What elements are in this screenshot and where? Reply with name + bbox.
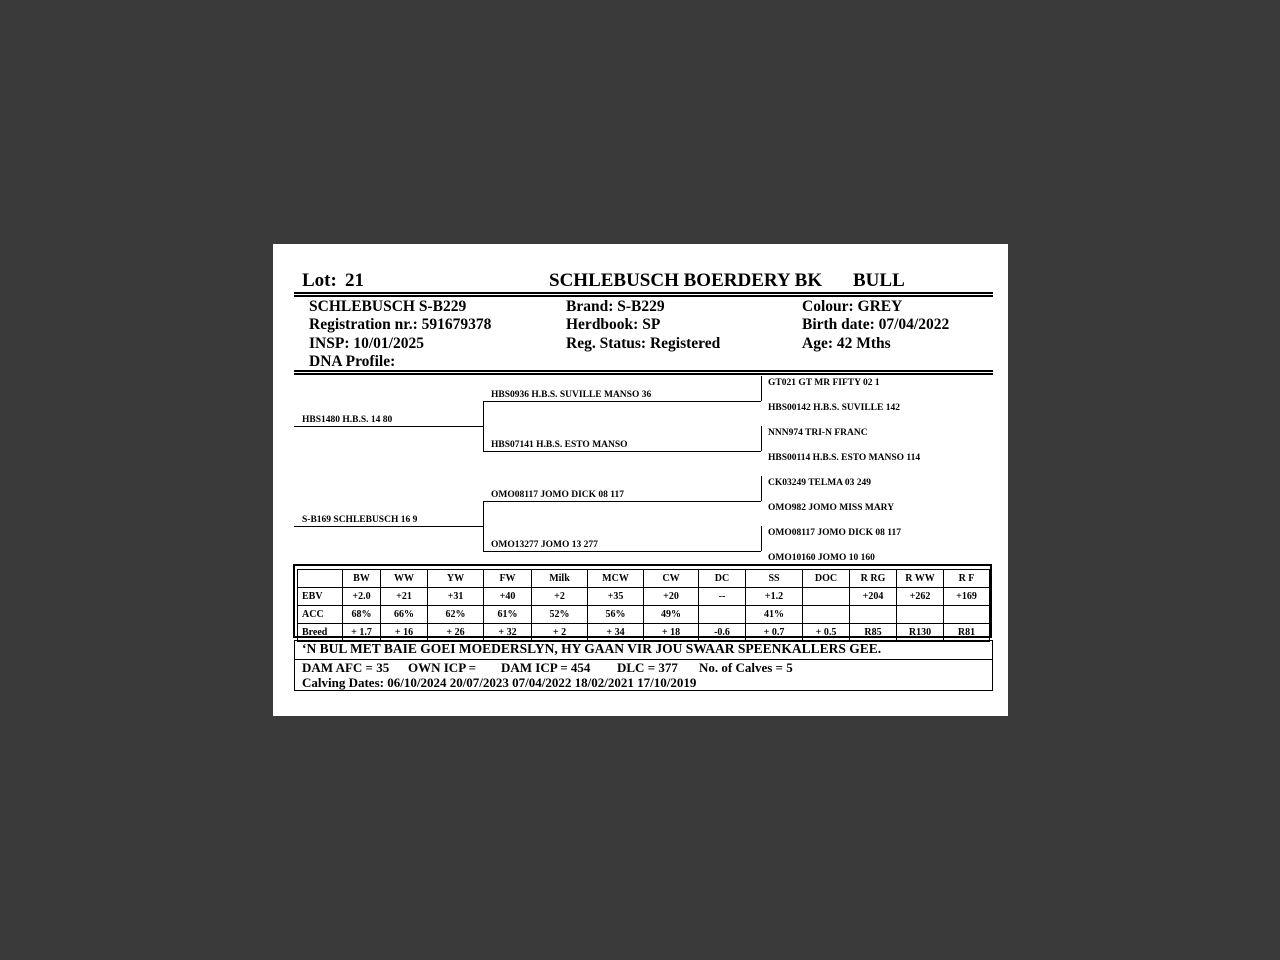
pedigree-connector	[761, 526, 762, 551]
pedigree-sire: HBS1480 H.B.S. 14 80	[302, 415, 393, 425]
table-cell: -0.6	[699, 624, 746, 642]
info-rule-2	[294, 373, 993, 375]
table-cell: CW	[644, 570, 699, 588]
table-cell	[803, 606, 850, 624]
pedigree-line	[483, 501, 761, 502]
table-cell: Breed	[298, 624, 343, 642]
table-cell: ACC	[298, 606, 343, 624]
table-cell: SS	[746, 570, 803, 588]
pedigree-gg-3: NNN974 TRI-N FRANC	[768, 428, 868, 438]
table-cell: --	[699, 588, 746, 606]
pedigree-gg-8: OMO10160 JOMO 10 160	[768, 553, 875, 563]
table-cell: + 34	[588, 624, 644, 642]
table-cell: + 26	[428, 624, 484, 642]
dam-icp: DAM ICP = 454	[501, 660, 591, 675]
table-cell: 49%	[644, 606, 699, 624]
own-icp: OWN ICP =	[408, 660, 477, 675]
table-cell: + 2	[532, 624, 588, 642]
table-cell: 56%	[588, 606, 644, 624]
table-cell: 61%	[484, 606, 532, 624]
table-cell: +35	[588, 588, 644, 606]
brand: Brand: S-B229	[566, 298, 665, 315]
registration-status: Reg. Status: Registered	[566, 335, 721, 352]
table-cell: + 16	[381, 624, 428, 642]
table-cell	[699, 606, 746, 624]
table-cell: R130	[897, 624, 944, 642]
registration-number: Registration nr.: 591679378	[309, 316, 492, 333]
table-cell: 62%	[428, 606, 484, 624]
sale-lot-card	[273, 244, 1008, 716]
table-cell: BW	[343, 570, 381, 588]
table-cell: 68%	[343, 606, 381, 624]
table-cell: + 18	[644, 624, 699, 642]
table-cell: +20	[644, 588, 699, 606]
table-cell: DC	[699, 570, 746, 588]
pedigree-connector	[761, 426, 762, 451]
pedigree-line	[483, 451, 761, 452]
dlc: DLC = 377	[617, 660, 678, 675]
pedigree-dam-sire: OMO08117 JOMO DICK 08 117	[491, 490, 624, 500]
table-cell: +2.0	[343, 588, 381, 606]
table-cell: FW	[484, 570, 532, 588]
animal-name: SCHLEBUSCH S-B229	[309, 298, 467, 315]
pedigree-gg-1: GT021 GT MR FIFTY 02 1	[768, 378, 880, 388]
header-rule	[294, 292, 993, 294]
table-cell: R WW	[897, 570, 944, 588]
table-cell	[803, 588, 850, 606]
calf-count: No. of Calves = 5	[699, 660, 793, 675]
table-cell: 52%	[532, 606, 588, 624]
pedigree-connector	[761, 476, 762, 501]
table-cell: +1.2	[746, 588, 803, 606]
table-cell: + 32	[484, 624, 532, 642]
table-cell: YW	[428, 570, 484, 588]
table-cell: MCW	[588, 570, 644, 588]
table-cell: + 0.7	[746, 624, 803, 642]
pedigree-gg-2: HBS00142 H.B.S. SUVILLE 142	[768, 403, 900, 413]
table-cell: 66%	[381, 606, 428, 624]
table-cell	[850, 606, 897, 624]
age: Age: 42 Mths	[802, 335, 891, 352]
table-cell	[897, 606, 944, 624]
birth-date: Birth date: 07/04/2022	[802, 316, 950, 333]
table-cell: Milk	[532, 570, 588, 588]
pedigree-gg-4: HBS00114 H.B.S. ESTO MANSO 114	[768, 453, 921, 463]
table-cell: +31	[428, 588, 484, 606]
pedigree-sire-dam: HBS07141 H.B.S. ESTO MANSO	[491, 440, 628, 450]
pedigree-connector	[761, 376, 762, 401]
table-cell: R RG	[850, 570, 897, 588]
dna-profile: DNA Profile:	[309, 353, 396, 370]
table-cell: 41%	[746, 606, 803, 624]
pedigree-connector	[483, 401, 484, 451]
table-cell: + 0.5	[803, 624, 850, 642]
table-header-row	[298, 570, 990, 588]
lot-comment: ‘N BUL MET BAIE GOEI MOEDERSLYN, HY GAAN VIR JOU SWAAR SPEENKALLERS GEE.	[302, 641, 882, 656]
header-rule-2	[294, 295, 993, 297]
calving-dates: Calving Dates: 06/10/2024 20/07/2023 07/04/2022 18/02/2021 17/10/2019	[302, 675, 697, 690]
colour: Colour: GREY	[802, 298, 903, 315]
pedigree-line	[483, 551, 761, 552]
pedigree-dam: S-B169 SCHLEBUSCH 16 9	[302, 515, 418, 525]
table-cell: +204	[850, 588, 897, 606]
table-cell	[944, 606, 990, 624]
info-rule	[294, 370, 993, 372]
lot-label: Lot:	[302, 270, 337, 291]
animal-sex: BULL	[853, 270, 905, 291]
inspection-date: INSP: 10/01/2025	[309, 335, 424, 352]
pedigree-line	[294, 526, 483, 527]
pedigree-gg-5: CK03249 TELMA 03 249	[768, 478, 872, 488]
dam-afc: DAM AFC = 35	[302, 660, 390, 675]
table-cell	[298, 570, 343, 588]
breeder-name: SCHLEBUSCH BOERDERY BK	[549, 270, 823, 291]
pedigree-dam-dam: OMO13277 JOMO 13 277	[491, 540, 598, 550]
pedigree-line	[294, 426, 483, 427]
table-cell: +21	[381, 588, 428, 606]
table-cell: +2	[532, 588, 588, 606]
table-row	[298, 606, 990, 624]
table-cell: + 1.7	[343, 624, 381, 642]
table-cell: R85	[850, 624, 897, 642]
table-cell: +169	[944, 588, 990, 606]
pedigree-gg-7: OMO08117 JOMO DICK 08 117	[768, 528, 901, 538]
ebv-table	[297, 569, 990, 642]
table-cell: EBV	[298, 588, 343, 606]
table-cell: +40	[484, 588, 532, 606]
pedigree-sire-sire: HBS0936 H.B.S. SUVILLE MANSO 36	[491, 390, 652, 400]
table-cell: R81	[944, 624, 990, 642]
table-row	[298, 624, 990, 642]
pedigree-line	[483, 401, 761, 402]
herdbook: Herdbook: SP	[566, 316, 661, 333]
table-cell: R F	[944, 570, 990, 588]
lot-number: 21	[345, 270, 364, 291]
table-cell: DOC	[803, 570, 850, 588]
pedigree-gg-6: OMO982 JOMO MISS MARY	[768, 503, 895, 513]
table-cell: WW	[381, 570, 428, 588]
table-cell: +262	[897, 588, 944, 606]
table-row	[298, 588, 990, 606]
pedigree-connector	[483, 501, 484, 551]
